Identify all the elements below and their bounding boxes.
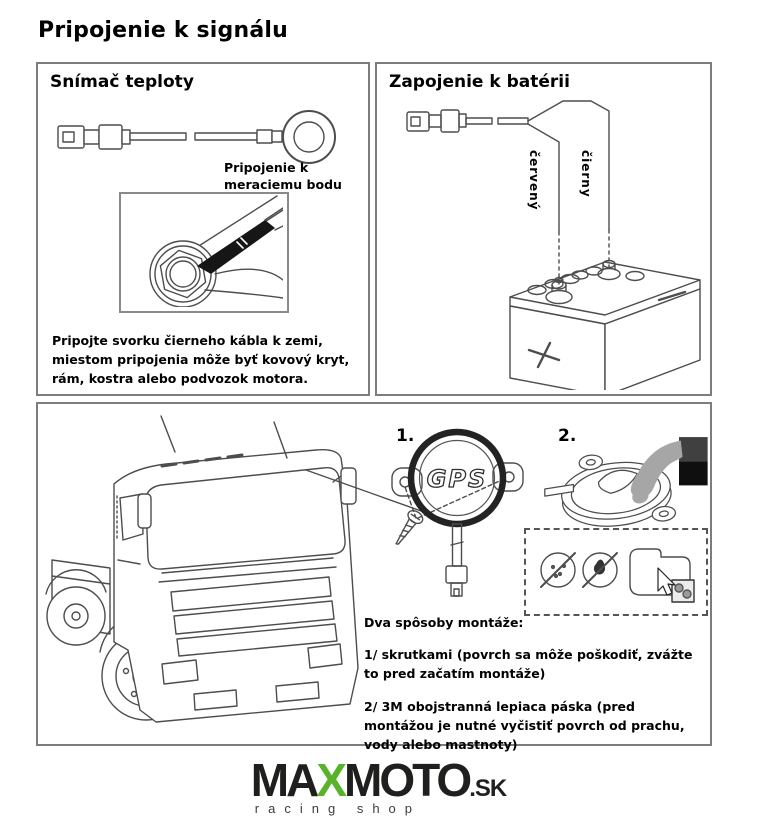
methods-heading: Dva spôsoby montáže: — [364, 615, 524, 630]
page-title: Pripojenie k signálu — [38, 18, 289, 43]
gps-device-screw-drawing — [390, 418, 525, 603]
temperature-sensor-panel — [36, 62, 370, 396]
ground-clamp-closeup-drawing — [121, 194, 283, 307]
brand-wordmark — [250, 754, 507, 806]
mounting-panel — [36, 402, 712, 752]
battery-wiring-drawing — [377, 64, 706, 390]
red-wire-label: červený — [527, 150, 541, 211]
surface-prep-pictogram-box — [524, 528, 708, 616]
step2-number: 2. — [558, 426, 577, 446]
battery-panel-title: Zapojenie k batérii — [389, 72, 570, 92]
step1-number: 1. — [396, 426, 415, 446]
ground-clamp-closeup-frame — [119, 192, 289, 313]
brand-suffix: MOTO — [344, 754, 470, 806]
brand-tagline: racing shop — [254, 801, 422, 817]
footer-logo — [0, 754, 757, 817]
black-wire-label: čierny — [579, 150, 593, 198]
adhesive-pad-icon — [672, 580, 694, 602]
brand-domain: .SK — [469, 775, 507, 802]
brand-prefix: MA — [250, 754, 317, 806]
method1-text: 1/ skrutkami (povrch sa môže poškodiť, zvážte to pred začatím montáže) — [364, 647, 693, 681]
battery-connection-panel — [375, 62, 712, 396]
method2-text: 2/ 3M obojstranná lepiaca páska (pred montážou je nutné vyčistiť povrch od prachu, vody alebo mastnoty) — [364, 699, 685, 752]
brand-x-green: X — [316, 754, 345, 806]
gps-device-text: GPS — [426, 465, 488, 493]
adhesive-peel-drawing — [543, 432, 713, 537]
ground-connection-note: Pripojte svorku čierneho kábla k zemi, miestom pripojenia môže byť kovový kryt, rám, kostra alebo podvozok motora. — [52, 333, 350, 386]
surface-prep-icons — [526, 530, 702, 610]
temperature-sensor-panel-title: Snímač teploty — [50, 72, 194, 92]
measure-point-caption: Pripojenie k meraciemu bodu — [224, 160, 342, 192]
